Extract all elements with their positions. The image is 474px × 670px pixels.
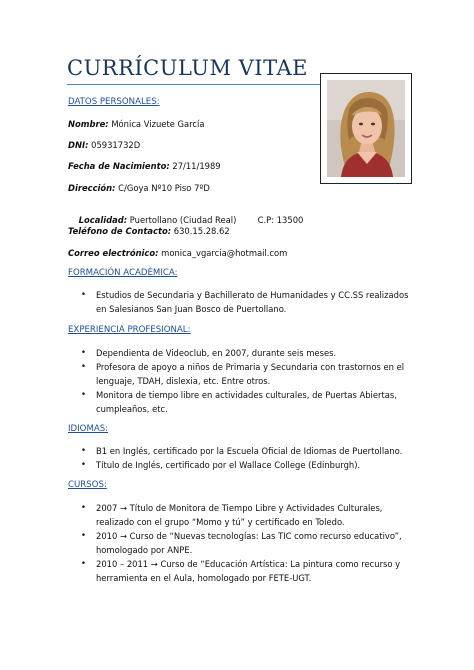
- field-label: Teléfono de Contacto:: [68, 226, 172, 236]
- portrait-image: [327, 80, 405, 177]
- field-value: 05931732D: [91, 140, 141, 150]
- field-value: 630.15.28.62: [173, 226, 230, 236]
- section-heading-personal: DATOS PERSONALES:: [68, 97, 160, 107]
- field-label: Localidad:: [78, 215, 128, 225]
- list-item: Dependienta de Videoclub, en 2007, durante seis meses.: [96, 348, 337, 358]
- bullet-icon: •: [81, 361, 86, 371]
- profile-photo: [327, 80, 405, 177]
- section-heading-experience: EXPERIENCIA PROFESIONAL:: [68, 325, 191, 335]
- field-email: [68, 248, 287, 258]
- bullet-icon: •: [81, 389, 86, 399]
- list-item: 2007 → Título de Monitora de Tiempo Libre y Actividades Culturales, realizado con el grupo “Momo y tú” y certificado en Toledo.: [96, 503, 383, 527]
- page-title: CURRÍCULUM VITAE: [67, 56, 308, 80]
- list-item: Monitora de tiempo libre en actividades culturales, de Puertas Abiertas, cumpleaños, etc.: [96, 390, 397, 414]
- bullet-icon: •: [81, 459, 86, 469]
- field-label: Dirección:: [68, 183, 116, 193]
- list-item: 2010 → Curso de “Nuevas tecnologías: Las TIC como recurso educativo”, homologado por ANPE.: [96, 531, 402, 555]
- list-item: Estudios de Secundaria y Bachillerato de Humanidades y CC.SS realizados en Salesianos San Juan Bosco de Puertollano.: [96, 290, 409, 314]
- section-heading-courses: CURSOS:: [68, 480, 107, 490]
- field-value: C/Goya Nº10 Piso 7ºD: [118, 183, 210, 193]
- list-item: 2010 – 2011 → Curso de “Educación Artística: La pintura como recurso y herramienta en el Aula, homologado por FETE-UGT.: [96, 559, 401, 583]
- bullet-icon: •: [81, 445, 86, 455]
- bullet-icon: •: [81, 347, 86, 357]
- field-birthdate: [68, 161, 221, 171]
- field-name: [68, 119, 204, 129]
- field-value: Mónica Vizuete García: [111, 119, 205, 129]
- list-item: B1 en Inglés, certificado por la Escuela Oficial de Idiomas de Puertollano.: [96, 446, 403, 456]
- section-heading-education: FORMACIÓN ACADÉMICA:: [68, 268, 178, 278]
- field-value: Puertollano (Ciudad Real) C.P: 13500: [129, 215, 304, 225]
- field-phone: [68, 226, 230, 236]
- title-underline: [67, 84, 321, 85]
- list-item: Título de Inglés, certificado por el Wallace College (Edinburgh).: [96, 460, 361, 470]
- field-label: Fecha de Nacimiento:: [68, 161, 170, 171]
- bullet-icon: •: [81, 502, 86, 512]
- field-label: Nombre:: [68, 119, 109, 129]
- bullet-icon: •: [81, 558, 86, 568]
- list-item: Profesora de apoyo a niños de Primaria y Secundaria con trastornos en el lenguaje, TDAH, dislexia, etc. Entre otros.: [96, 362, 405, 386]
- field-value: 27/11/1989: [172, 161, 221, 171]
- bullet-icon: •: [81, 289, 86, 299]
- field-label: DNI:: [68, 140, 89, 150]
- section-heading-languages: IDIOMAS:: [68, 424, 109, 434]
- profile-photo-frame: [320, 73, 412, 184]
- field-address: [68, 183, 210, 193]
- bullet-icon: •: [81, 530, 86, 540]
- field-dni: [68, 140, 140, 150]
- field-value: monica_vgarcia@hotmail.com: [161, 248, 288, 258]
- field-label: Correo electrónico:: [68, 248, 159, 258]
